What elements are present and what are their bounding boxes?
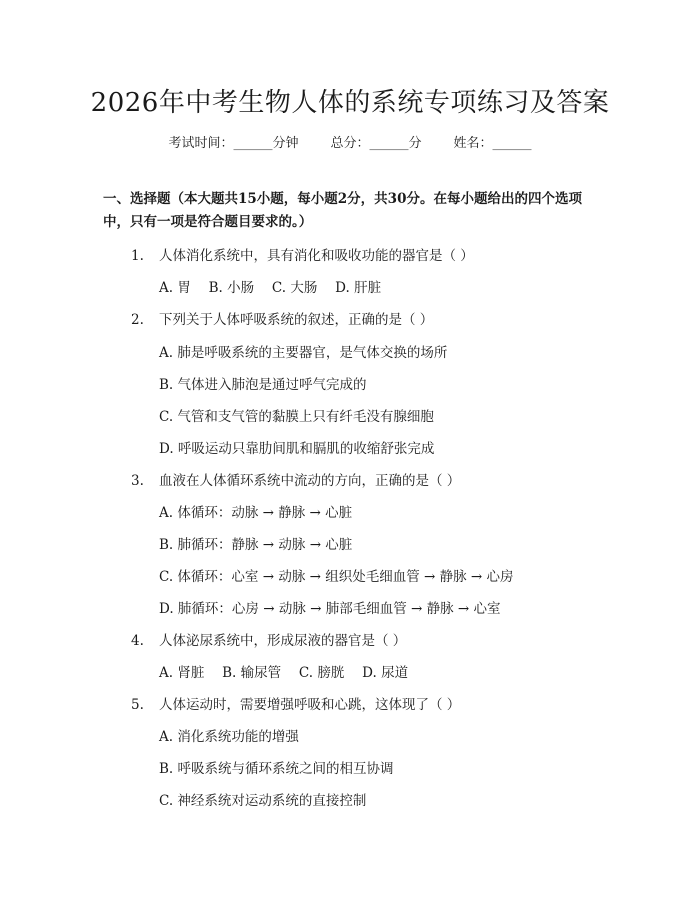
question-number: 4. [131,633,144,649]
question-3 [131,469,460,489]
question-number: 3. [131,473,144,489]
question-3-option-c: C. 体循环：心室 → 动脉 → 组织处毛细血管 → 静脉 → 心房 [159,569,514,585]
question-4 [131,629,406,649]
question-5-option-c: C. 神经系统对运动系统的直接控制 [159,793,367,809]
question-text: 人体消化系统中，具有消化和吸收功能的器官是（ ） [159,248,474,264]
exam-meta [0,132,700,151]
question-number: 2. [131,312,144,328]
question-3-option-b: B. 肺循环：静脉 → 动脉 → 心脏 [159,537,353,553]
question-2 [131,308,433,328]
question-1 [131,244,474,264]
total-score-field: 总分：______分 [330,136,422,151]
question-number: 5. [131,697,144,713]
student-name-field: 姓名：______ [453,136,532,151]
question-number: 1. [131,248,144,264]
page-title: 2026年中考生物人体的系统专项练习及答案 [90,88,610,118]
question-5 [131,693,460,713]
question-text: 血液在人体循环系统中流动的方向，正确的是（ ） [159,473,461,489]
question-2-option-a: A. 肺是呼吸系统的主要器官，是气体交换的场所 [159,345,448,361]
question-2-option-d: D. 呼吸运动只靠肋间肌和膈肌的收缩舒张完成 [159,441,435,457]
question-4-options: A. 肾脏 B. 输尿管 C. 膀胱 D. 尿道 [159,665,409,681]
question-2-option-c: C. 气管和支气管的黏膜上只有纤毛没有腺细胞 [159,409,434,425]
question-2-option-b: B. 气体进入肺泡是通过呼气完成的 [159,377,367,393]
section-heading: 一、选择题（本大题共15小题，每小题2分，共30分。在每小题给出的四个选项中，只有一项是符合题目要求的。） [103,191,582,230]
question-text: 下列关于人体呼吸系统的叙述，正确的是（ ） [159,312,434,328]
exam-time-field: 考试时间：______分钟 [168,136,299,151]
question-text: 人体运动时，需要增强呼吸和心跳，这体现了（ ） [159,697,461,713]
question-text: 人体泌尿系统中，形成尿液的器官是（ ） [159,633,407,649]
question-5-option-a: A. 消化系统功能的增强 [159,729,299,745]
question-3-option-d: D. 肺循环：心房 → 动脉 → 肺部毛细血管 → 静脉 → 心室 [159,601,501,617]
question-5-option-b: B. 呼吸系统与循环系统之间的相互协调 [159,761,394,777]
question-1-options: A. 胃 B. 小肠 C. 大肠 D. 肝脏 [159,280,382,296]
question-3-option-a: A. 体循环：动脉 → 静脉 → 心脏 [159,505,353,521]
